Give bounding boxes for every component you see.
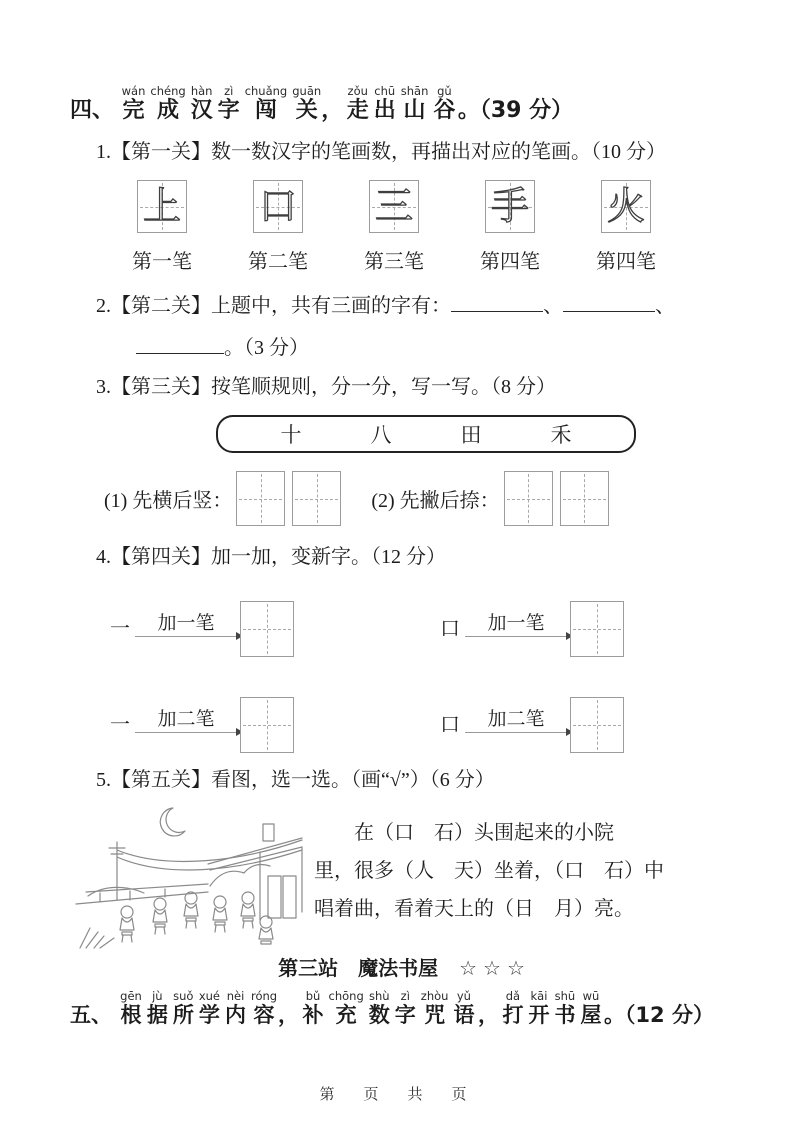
trace-char: 火 <box>606 185 645 228</box>
q2-answer-blank-2[interactable] <box>563 290 655 312</box>
q5-passage-line: 在（口 石）头围起来的小院 <box>354 822 614 845</box>
q1-stroke-label: 第四笔 <box>596 251 656 274</box>
bank-char: 田 <box>460 423 482 448</box>
q4-base-char: 口 <box>440 618 460 641</box>
right-arrow-icon <box>465 636 567 638</box>
q5-passage-line: 里，很多（人 天）坐着，（口 石）中 <box>314 860 664 883</box>
section-four-title <box>70 86 739 123</box>
q4-operation-label: 加一笔 <box>487 612 545 634</box>
q1-cell <box>220 180 336 274</box>
q4-writebox-3[interactable] <box>240 697 294 753</box>
moon <box>160 808 185 836</box>
q4-base-char: 一 <box>110 618 130 641</box>
q3-character-bank <box>216 415 636 453</box>
section-five-number: 五、 <box>70 1003 112 1028</box>
trace-char: 手 <box>490 185 529 228</box>
station-title: 第三站 魔法书屋 <box>278 956 439 981</box>
right-arrow-icon <box>135 636 237 638</box>
q1-stroke-label: 第四笔 <box>480 251 540 274</box>
right-arrow-icon <box>135 732 237 734</box>
q1-stroke-label: 第一笔 <box>132 251 192 274</box>
bank-char: 十 <box>280 423 302 448</box>
q4-writebox-1[interactable] <box>240 601 294 657</box>
trace-char: 口 <box>258 185 297 228</box>
q2-answer-blank-3[interactable] <box>136 332 224 354</box>
q4-base-char: 一 <box>110 714 130 737</box>
q1-cell <box>336 180 452 274</box>
q2-line1 <box>96 290 739 320</box>
q2-separator: 、 <box>543 295 563 318</box>
section-five-title <box>70 991 739 1027</box>
q1-heading: 1.【第一关】数一数汉字的笔画数，再描出对应的笔画。（10 分） <box>96 141 666 164</box>
q3-writebox-2[interactable] <box>292 471 341 526</box>
q3-writebox-1[interactable] <box>236 471 285 526</box>
q1-cell <box>568 180 684 274</box>
q5-content <box>70 800 739 950</box>
q4-arrow-group <box>465 704 567 754</box>
station-header <box>70 952 739 981</box>
q1-trace-row <box>104 180 739 274</box>
q5-passage-line: 唱着曲，看着天上的（日 月）亮。 <box>314 898 634 921</box>
q3-rule2-label: (2) 先撇后捺： <box>371 490 500 513</box>
q4-arrow-group <box>135 608 237 658</box>
q4-base-char: 口 <box>440 714 460 737</box>
q3-writebox-3[interactable] <box>504 471 553 526</box>
q3-answer-row <box>104 471 739 526</box>
q4-combo-3 <box>110 677 440 753</box>
q4-arrow-group <box>465 608 567 658</box>
q4-writebox-4[interactable] <box>570 697 624 753</box>
q1-stroke-label: 第三笔 <box>364 251 424 274</box>
q5-passage <box>314 800 739 950</box>
q1-tracebox-2[interactable] <box>253 180 303 233</box>
q1-stroke-label: 第二笔 <box>248 251 308 274</box>
q1-tracebox-3[interactable] <box>369 180 419 233</box>
q4-arrow-group <box>135 704 237 754</box>
q3-writebox-4[interactable] <box>560 471 609 526</box>
section-four-number: 四、 <box>70 98 115 123</box>
q4-operation-label: 加二笔 <box>157 708 215 730</box>
right-arrow-icon <box>465 732 567 734</box>
q4-operation-label: 加一笔 <box>157 612 215 634</box>
q4-writebox-2[interactable] <box>570 601 624 657</box>
q2-separator: 、 <box>655 295 675 318</box>
trace-char: 上 <box>142 185 181 228</box>
q4-combo-2 <box>440 581 739 657</box>
section-five-score: 。（12 分） <box>603 1003 714 1028</box>
q5-heading: 5.【第五关】看图，选一选。（画“√”）（6 分） <box>96 769 495 792</box>
q2-score: 。（3 分） <box>224 337 309 360</box>
q4-operation-label: 加二笔 <box>487 708 545 730</box>
section-five-title-ruby: 根gēn据jù所suǒ学xué内nèi容róng， 补bǔ充chōng数shù字zì咒zhòu语yǔ， 打dǎ开kāi书shū屋wū <box>120 989 602 1028</box>
trace-char: 三 <box>374 185 413 228</box>
q4-combo-1 <box>110 581 440 657</box>
bank-char: 禾 <box>550 423 572 448</box>
q3-rule1-label: (1) 先横后竖： <box>104 490 233 513</box>
q1-cell <box>452 180 568 274</box>
q2-line2 <box>136 332 739 362</box>
bank-char: 八 <box>370 423 392 448</box>
q3-rule1-boxes <box>236 471 341 526</box>
q4-heading: 4.【第四关】加一加，变新字。（12 分） <box>96 546 446 569</box>
q3-heading: 3.【第三关】按笔顺规则，分一分，写一写。（8 分） <box>96 376 556 399</box>
courtyard-illustration <box>70 800 308 950</box>
q2-answer-blank-1[interactable] <box>451 290 543 312</box>
q4-combo-4 <box>440 677 739 753</box>
q2-heading: 2.【第二关】上题中，共有三画的字有： <box>96 295 451 318</box>
page-footer: 第 页 共 页 <box>319 1085 474 1103</box>
q4-combos <box>110 581 739 753</box>
q1-tracebox-1[interactable] <box>137 180 187 233</box>
q3-rule2-boxes <box>504 471 609 526</box>
q1-cell <box>104 180 220 274</box>
star-rating-icons: ☆☆☆ <box>459 956 531 981</box>
section-four-score: 。（39 分） <box>457 98 574 123</box>
q1-tracebox-5[interactable] <box>601 180 651 233</box>
section-four-title-ruby: 完wán成chéng汉hàn字zì闯chuǎng关guān， 走zǒu出chū山shān谷gǔ <box>121 84 456 123</box>
q1-tracebox-4[interactable] <box>485 180 535 233</box>
